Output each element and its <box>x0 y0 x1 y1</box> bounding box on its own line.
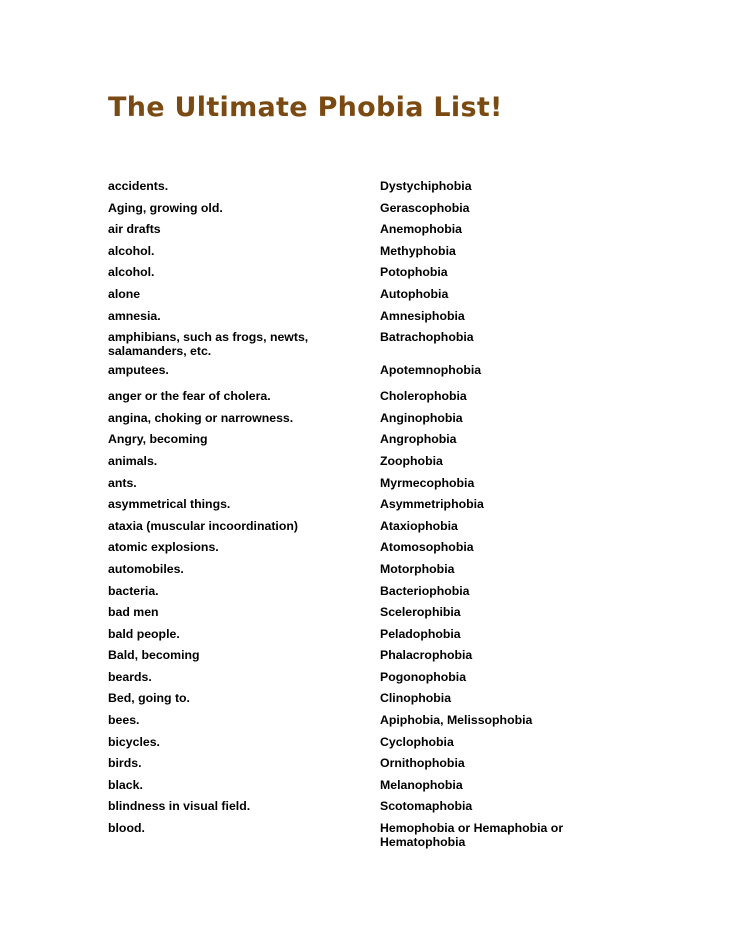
table-row <box>108 517 608 539</box>
table-row <box>108 285 608 307</box>
table-row <box>108 242 608 264</box>
phobia-cell: Amnesiphobia <box>380 308 465 323</box>
fear-cell: asymmetrical things. <box>108 497 231 512</box>
fear-cell: air drafts <box>108 222 161 237</box>
phobia-cell: Scotomaphobia <box>380 799 473 814</box>
fear-cell: alcohol. <box>108 265 155 280</box>
fear-cell: blood. <box>108 821 145 836</box>
fear-cell: birds. <box>108 756 142 771</box>
table-row <box>108 177 608 199</box>
page-title: The Ultimate Phobia List! <box>108 92 503 123</box>
phobia-cell: Anemophobia <box>380 222 462 237</box>
fear-cell: Bed, going to. <box>108 691 190 706</box>
phobia-cell: Melanophobia <box>380 777 463 792</box>
table-row <box>108 328 608 361</box>
fear-cell: bees. <box>108 713 140 728</box>
phobia-cell: Pogonophobia <box>380 669 467 684</box>
fear-cell: bacteria. <box>108 583 159 598</box>
table-row <box>108 603 608 625</box>
table-row <box>108 625 608 647</box>
table-row <box>108 560 608 582</box>
table-row <box>108 387 608 409</box>
table-row <box>108 409 608 431</box>
phobia-cell: Apotemnophobia <box>380 363 482 378</box>
fear-cell: Angry, becoming <box>108 432 208 447</box>
fear-cell: amphibians, such as frogs, newts, salamanders, etc. <box>108 330 309 359</box>
table-row <box>108 819 608 852</box>
phobia-cell: Anginophobia <box>380 410 463 425</box>
phobia-cell: Cyclophobia <box>380 734 454 749</box>
table-row <box>108 199 608 221</box>
table-row <box>108 668 608 690</box>
phobia-cell: Scelerophibia <box>380 605 461 620</box>
fear-cell: bad men <box>108 605 159 620</box>
phobia-cell: Methyphobia <box>380 243 456 258</box>
fear-cell: black. <box>108 777 143 792</box>
fear-cell: amnesia. <box>108 308 161 323</box>
table-row <box>108 754 608 776</box>
table-row <box>108 474 608 496</box>
fear-cell: anger or the fear of cholera. <box>108 389 271 404</box>
phobia-cell: Batrachophobia <box>380 330 474 345</box>
table-row <box>108 220 608 242</box>
fear-cell: beards. <box>108 669 152 684</box>
table-row <box>108 430 608 452</box>
fear-cell: alcohol. <box>108 243 155 258</box>
phobia-cell: Cholerophobia <box>380 389 467 404</box>
fear-cell: bald people. <box>108 626 180 641</box>
fear-cell: animals. <box>108 453 158 468</box>
phobia-cell: Gerascophobia <box>380 200 470 215</box>
phobia-cell: Clinophobia <box>380 691 452 706</box>
phobia-cell: Angrophobia <box>380 432 457 447</box>
fear-cell: blindness in visual field. <box>108 799 251 814</box>
phobia-cell: Myrmecophobia <box>380 475 475 490</box>
phobia-cell: Atomosophobia <box>380 540 474 555</box>
fear-cell: ants. <box>108 475 137 490</box>
table-row <box>108 582 608 604</box>
phobia-cell: Motorphobia <box>380 561 455 576</box>
table-row <box>108 797 608 819</box>
table-row <box>108 689 608 711</box>
fear-cell: angina, choking or narrowness. <box>108 410 294 425</box>
table-row <box>108 263 608 285</box>
phobia-cell: Potophobia <box>380 265 448 280</box>
phobia-cell: Zoophobia <box>380 453 443 468</box>
fear-cell: automobiles. <box>108 561 184 576</box>
fear-cell: alone <box>108 286 141 301</box>
table-row <box>108 711 608 733</box>
phobia-table <box>108 177 608 852</box>
phobia-cell: Phalacrophobia <box>380 648 473 663</box>
phobia-cell: Bacteriophobia <box>380 583 470 598</box>
phobia-cell: Hemophobia or Hemaphobia or Hematophobia <box>380 821 564 850</box>
table-row <box>108 361 608 387</box>
phobia-cell: Dystychiphobia <box>380 179 472 193</box>
fear-cell: amputees. <box>108 363 169 378</box>
fear-cell: ataxia (muscular incoordination) <box>108 518 298 533</box>
table-row <box>108 495 608 517</box>
table-row <box>108 307 608 329</box>
fear-cell: Bald, becoming <box>108 648 200 663</box>
phobia-cell: Apiphobia, Melissophobia <box>380 713 533 728</box>
fear-cell: accidents. <box>108 179 169 193</box>
fear-cell: Aging, growing old. <box>108 200 223 215</box>
fear-cell: atomic explosions. <box>108 540 219 555</box>
phobia-cell: Ataxiophobia <box>380 518 458 533</box>
phobia-cell: Ornithophobia <box>380 756 465 771</box>
table-row <box>108 733 608 755</box>
fear-cell: bicycles. <box>108 734 160 749</box>
phobia-cell: Peladophobia <box>380 626 461 641</box>
phobia-cell: Asymmetriphobia <box>380 497 484 512</box>
table-row <box>108 646 608 668</box>
table-row <box>108 538 608 560</box>
table-row <box>108 452 608 474</box>
phobia-cell: Autophobia <box>380 286 449 301</box>
table-row <box>108 776 608 798</box>
